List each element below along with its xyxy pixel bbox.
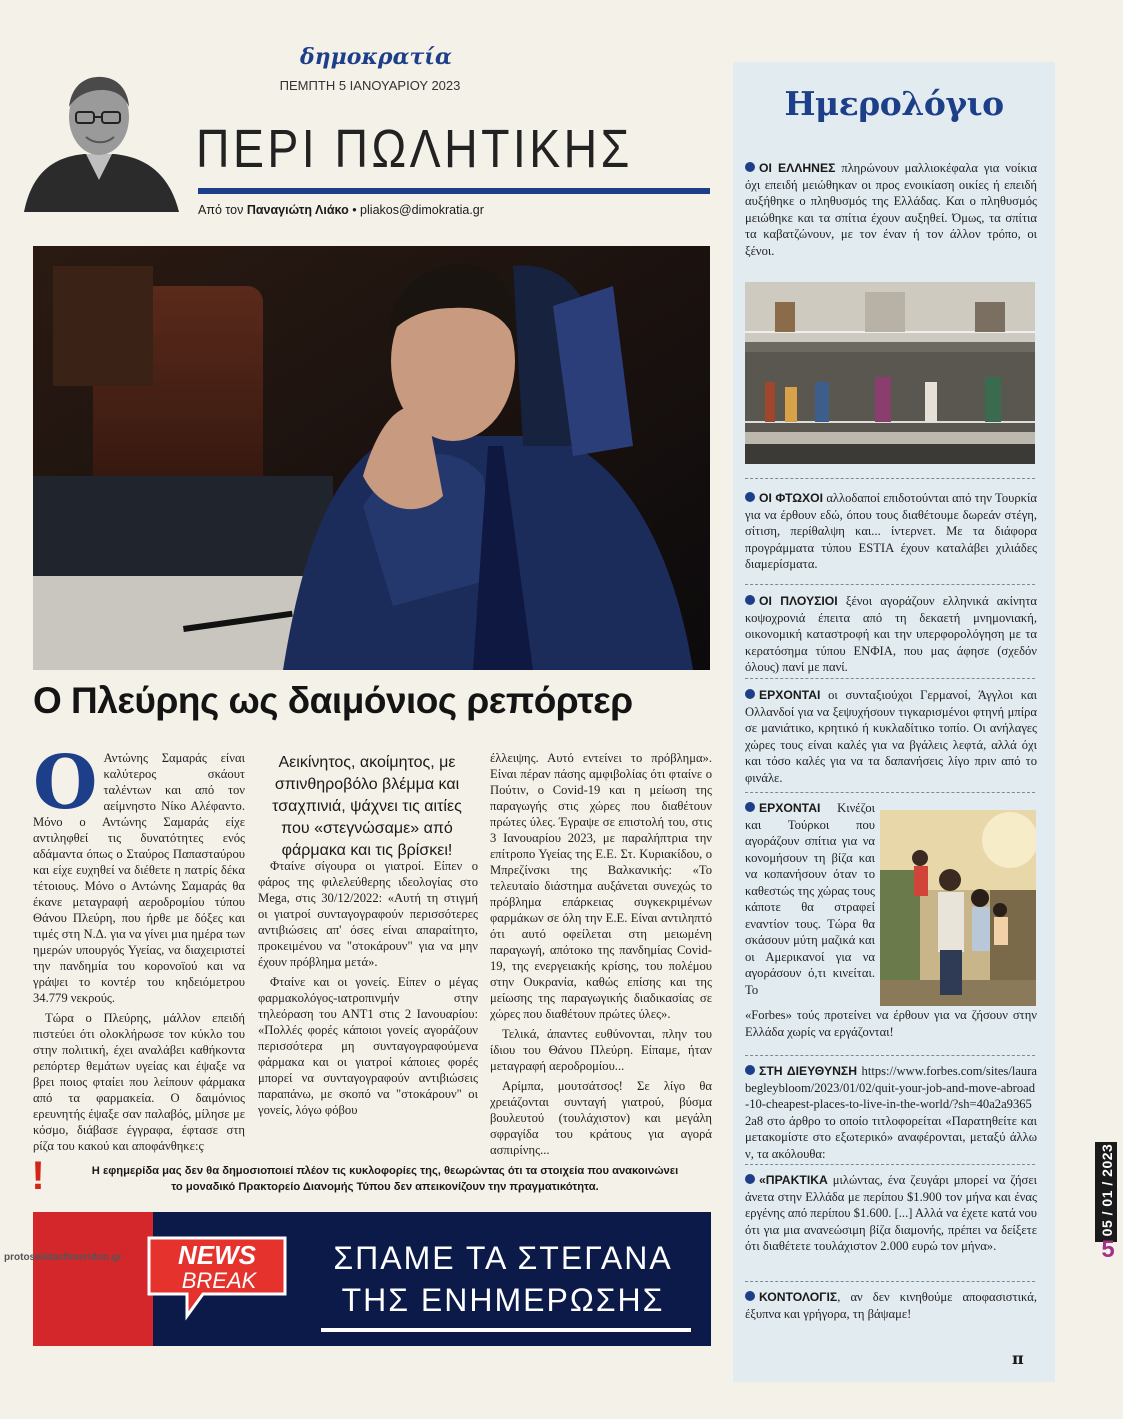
- divider: [745, 792, 1035, 793]
- bullet-icon: [745, 1065, 755, 1075]
- article-paragraph: Τελικά, άπαντες ευθύνονται, πλην του ίδιου του Θάνου Πλεύρη. Είπαμε, ήταν μεταγραφή αεροδρομίου...: [490, 1027, 712, 1073]
- byline: [198, 203, 718, 217]
- banner-slogan-line-2: ΤΗΣ ΕΝΗΜΕΡΩΣΗΣ: [341, 1282, 665, 1318]
- sidebar-item: [745, 687, 1037, 786]
- sidebar-item-text: , αν δεν κινηθούμε αποφασιστικά, έξυπνα και γρήγορα, τη βάψαμε!: [745, 1290, 1037, 1321]
- byline-author: Παναγιώτη Λιάκο: [246, 203, 349, 217]
- bullet-icon: [745, 595, 755, 605]
- article-column-2: [258, 858, 478, 1122]
- page-number: 5: [1101, 1236, 1115, 1263]
- sidebar-item-lead: ΟΙ ΠΛΟΥΣΙΟΙ: [759, 594, 838, 608]
- news-break-banner[interactable]: [33, 1212, 711, 1346]
- author-photo: [14, 62, 184, 212]
- end-mark: π: [1012, 1349, 1024, 1368]
- article-column-1: [33, 740, 245, 1158]
- drop-cap: Ο: [33, 740, 98, 826]
- sidebar-item-lead: ΚΟΝΤΟΛΟΓΙΣ: [759, 1290, 838, 1304]
- sidebar-item-text: αλλοδαποί επιδοτούνται από την Τουρκία για να έρθουν εδώ, όπου τους διαθέτουμε δωρεάν στέγη, σίτιση, περίθαλψη και... ίντερνετ. Με τα διάφορα προγράμματα τύπου ΕSTIA έχουν καταλάβει χιλιάδες διαμερίσματα.: [745, 491, 1038, 571]
- divider: [745, 584, 1035, 585]
- circulation-notice: [60, 1163, 710, 1195]
- article-column-3: [490, 750, 712, 1162]
- sidebar-item-lead: ΣΤΗ ΔΙΕΥΘΥΝΣΗ: [759, 1064, 857, 1078]
- notice-line: το μοναδικό Πρακτορείο Διανομής Τύπου δεν απεικονίζουν την πραγματικότητα.: [171, 1181, 599, 1193]
- article-paragraph: Φταίνε σίγουρα οι γιατροί. Είπεν ο φάρος της φιλελεύθερης ιδεολογίας στο Mega, στις 30/12/2022: «Αυτή τη στιγμή οι γιατροί συνταγογραφούν περισσότερες αντιβιώσεις απ' όσες είναι απαραίτητο, προκειμένου να "στοκάρουν" για να μην έχουν πρόβλημα μετά».: [258, 859, 478, 969]
- family-photo: [880, 810, 1036, 1006]
- sidebar-item-text: https://www.forbes.com/sites/laurabegleybloom/2023/01/02/quit-your-job-and-move-abroad-10-cheapest-places-to-live-in-the-world/?sh=40a2a93652a8 στο άρθρο το οποίο τιτλοφορείται «Παρατηθείτε και μετακομίστε στο εξωτερικό» αναφέρονται, μεταξύ άλλων, τα ακόλουθα:: [745, 1064, 1037, 1161]
- divider: [745, 1055, 1035, 1056]
- pullquote: Αεικίνητος, ακοίμητος, με σπινθηροβόλο βλέμμα και τσαχπινιά, ψάχνει τις αιτίες που «στεγνώσαμε» από φάρμακα και τις βρίσκει!: [272, 754, 462, 859]
- sidebar-item-text: ξένοι αγοράζουν ελληνικά ακίνητα κοψοχρονιά έπειτα από τη δεκαετή μνημονιακή, οικονομική καταστροφή και την υπερφορολόγηση με τα κερατόσημα τύπου ΕΝΦΙΑ, που μας άφησε (σχεδόν όλους) πανί με πανί.: [745, 594, 1037, 674]
- sidebar-item-lead: ΟΙ ΕΛΛΗΝΕΣ: [759, 161, 836, 175]
- sidebar-item: [745, 1063, 1037, 1162]
- banner-slogan-line-1: ΣΠΑΜΕ ΤΑ ΣΤΕΓΑΝΑ: [333, 1240, 673, 1276]
- edge-date: 05 / 01 / 2023: [1099, 1143, 1115, 1237]
- divider: [745, 1281, 1035, 1282]
- news-break-logo: [143, 1232, 291, 1322]
- edge-date-tab: [1095, 1142, 1117, 1242]
- article-paragraph: Αντώνης Σαμαράς είναι καλύτερος σκάουτ ταλέντων και από τον αείμνηστο Νίκο Αλέφαντο. Μόνο ο Αντώνης Σαμαράς είχε αντιληφθεί τις δυνατότητες ενός αδάμαντα όπως ο Σταύρος Παπασταύρου και είχε ευχηθεί να διέθετε η πατρίς δέκα τέτοιους. Μόνο ο Αντώνης Σαμαράς θα έκανε μεταγραφή αεροδρομίου τύπου Θάνου Πλεύρη, που ήρθε με δόξες και τιμές στη Ν.Δ. για να γίνει μια ημέρα των ημερών υπουργός Υγείας, να διαχειριστεί την πανδημία του κορονοϊού και να γράψει το κοντέρ του κηδειόμετρου 34.779 νεκρούς.: [33, 751, 245, 1005]
- article-paragraph: Τώρα ο Πλεύρης, μάλλον επειδή πιστεύει ότι ολοκλήρωσε τον κύκλο του στην πολιτική, έχει αναλάβει καθήκοντα ρεπόρτερ θεμάτων υγείας και έψαξε να βρει ποιος φταίει που λείπουν φάρμακα από τα φαρμακεία. Ο δαιμόνιος ερευνητής έψαξε σαν παλαβός, μίλησε με κόσμο, διάβασε έγγραφα, έφτασε στη ρίζα του κακού και αποφάνθηκε:ç: [33, 1011, 245, 1153]
- sidebar-item: [745, 490, 1037, 573]
- sidebar-item-text: Κινέζοι και Τούρκοι που αγοράζουν σπίτια για να κονομήσουν τη βίζα και να κοπανήσουν όταν το καθεστώς της χώρας τους κάποτε θα στραφεί εναντίον τους. Τώρα θα σκάσουν μύτη μαζικά και οι Αμερικανοί για να αγοράσουν ό,τι κινείται. Το: [745, 801, 875, 997]
- byline-email: • pliakos@dimokratia.gr: [348, 203, 484, 217]
- logo-news-text: NEWS: [178, 1240, 256, 1270]
- title-rule: [198, 188, 710, 194]
- bullet-icon: [745, 689, 755, 699]
- bullet-icon: [745, 162, 755, 172]
- sidebar-item-lead: ΕΡΧΟΝΤΑΙ: [759, 688, 821, 702]
- divider: [745, 1164, 1035, 1165]
- sidebar-item-text: οι συνταξιούχοι Γερμανοί, Άγγλοι και Ολλανδοί για να ξεψυχήσουν τιγκαρισμένοι φτηνή μπίρα σε μανιάτικο, κρητικό ή κυκλαδίτικο τοπίο. Οι ανήλαγες χώρες τους είναι καλές για να βγάλεις λεφτά, αλλά όχι και τόσο καλές για να τα δαπανήσεις λίγο πριν από το φινάλε.: [745, 688, 1037, 785]
- banner-underline: [321, 1328, 691, 1332]
- sidebar-item: [745, 800, 875, 998]
- bullet-icon: [745, 1291, 755, 1301]
- banner-red-band: [33, 1212, 153, 1346]
- sidebar-item: [745, 1289, 1037, 1322]
- apartment-building-photo: [745, 282, 1035, 464]
- sidebar-item-lead: ΕΡΧΟΝΤΑΙ: [759, 801, 821, 815]
- sidebar-item: [745, 160, 1037, 259]
- bullet-icon: [745, 492, 755, 502]
- logo-break-text: BREAK: [181, 1268, 257, 1293]
- column-title: ΠΕΡΙ ΠΩΛΗΤΙΚΗΣ: [196, 119, 633, 179]
- sidebar-title: Ημερολόγιο: [784, 84, 1004, 123]
- divider: [745, 478, 1035, 479]
- sidebar-item-text: πληρώνουν μαλλιοκέφαλα για νοίκια όχι επειδή μειώθηκαν οι προς ενοικίαση οικίες ή επειδή αυξήθηκε ο πληθυσμός της Ελλάδας. Και ο πληθυσμός μειώθηκε και τα σπίτια έχουν αυξηθεί. Όμως, τα σπίτια τα καβατζώνουν, με τον έναν ή τον άλλον τρόπο, οι ξένοι.: [745, 161, 1038, 258]
- issue-date: ΠΕΜΠΤΗ 5 ΙΑΝΟΥΑΡΙΟΥ 2023: [279, 78, 461, 93]
- divider: [745, 678, 1035, 679]
- article-paragraph: Αρίμπα, μουτσάτσος! Σε λίγο θα χρειάζονται συνταγή γιατρού, βύσμα βουλευτού (τουλάχιστον) και μεγάλη σφραγίδα του κράτους για αγορά ασπιρίνης...: [490, 1079, 712, 1157]
- article-paragraph: έλλειψης. Αυτό εντείνει το πρόβλημα». Είναι πέραν πάσης αμφιβολίας ότι φταίνε ο Πούτιν, ο Covid-19 και η μείωση της παραγωγής στις χώρες που διαθέτουν πρώτες ύλες. Έγραψε σε επιστολή του, στις 3 Ιανουαρίου 2023, με παραλήπτρια την επίτροπο Υγείας της Ε.Ε. Στ. Κυριακίδου, ο Μπρεζίνσκι της Βαλκανικής: «Το τελευταίο διάστημα αυξάνεται συνεχώς το πρόβλημα επάρκειας συγκεκριμένων φαρμάκων σε όλη την Ε.Ε. Είναι αντιληπτό ότι αυτό οφείλεται στη μειωμένη παραγωγή, απότοκο της πανδημίας Covid-19, της ενεργειακής κρίσης, του πολέμου στην Ουκρανία, καθώς επίσης και της μείωσης της παραγωγικής διαδικασίας σε χώρες που διαθέτουν πρώτες ύλες».: [490, 751, 712, 1021]
- exclamation-icon: !: [31, 1154, 45, 1198]
- bullet-icon: [745, 802, 755, 812]
- bullet-icon: [745, 1174, 755, 1184]
- sidebar-item-text: μιλώντας, ένα ζευγάρι μπορεί να ζήσει άνετα στην Ελλάδα με περίπου $1.900 τον μήνα και ένας εργένης από περίπου $1.600. [...] Αλλά να έχετε κατά νου ότι για μια ανανεώσιμη βίζα διαμονής, πρέπει να δείξετε ότι διαθέτετε τουλάχιστον 2.000 ευρώ τον μήνα».: [745, 1173, 1037, 1253]
- masthead: δημοκρατία: [300, 44, 452, 70]
- sidebar-item-lead: ΟΙ ΦΤΩΧΟΙ: [759, 491, 824, 505]
- sidebar-item: [745, 1172, 1037, 1255]
- article-paragraph: Φταίνε και οι γονείς. Είπεν ο μέγας φαρμακολόγος-ιατροπινμήν στην τηλεόραση του ΑΝΤ1 στις 2 Ιανουαρίου: «Πολλές φορές κάποιοι γονείς αγοράζουν περισσότερα μη συνταγογραφούμενα φάρμακα και οι γιατροί κάποιες φορές μπορεί να συνταγογραφούν αντιβιώσεις παραπάνω, με σκοπό να "στοκάρουν" οι γονείς, λόγω φόβου: [258, 975, 478, 1117]
- byline-prefix: Από τον: [198, 203, 247, 217]
- article-headline: Ο Πλεύρης ως δαιμόνιος ρεπόρτερ: [33, 680, 633, 721]
- sidebar-item-continued: «Forbes» τούς προτείνει να έρθουν για να ζήσουν στην Ελλάδα χωρίς να εργάζονται!: [745, 1008, 1037, 1039]
- watermark: protoselidaefimeridon.gr: [4, 1252, 122, 1263]
- sidebar-item-lead: «ΠΡΑΚΤΙΚΑ: [759, 1173, 828, 1187]
- notice-line: Η εφημερίδα μας δεν θα δημοσιοποιεί πλέον τις κυκλοφορίες της, θεωρώντας ότι τα στοιχεία που ανακοινώνει: [91, 1165, 679, 1177]
- main-photo: [33, 246, 710, 670]
- sidebar-item: [745, 593, 1037, 676]
